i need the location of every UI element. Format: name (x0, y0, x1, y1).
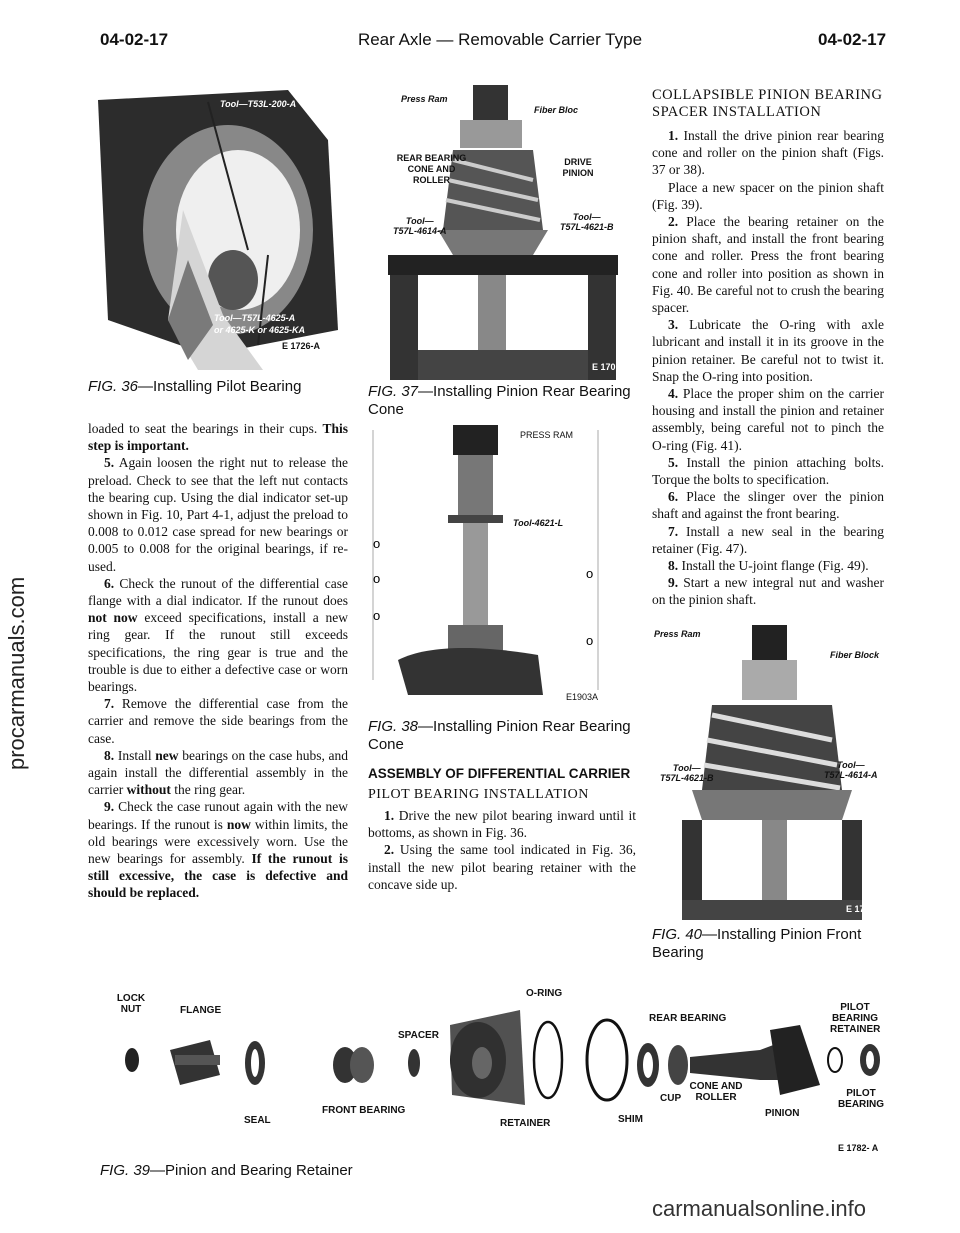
fig37-label-fiber-block: Fiber Bloc (534, 105, 579, 115)
step-7: 7. Install a new seal in the bearing retainer (Fig. 47). (652, 523, 884, 556)
page-number-right: 04-02-17 (818, 30, 887, 49)
fig37-caption: FIG. 37—Installing Pinion Rear Bearing Cone (368, 383, 631, 418)
step-9: 9. Check the case runout again with the new bearings. If the runout is now within limits, the old bearings were excessively worn. Use the new bearings for assembly. If the runout is still excessive, the case is defective and should be replaced. (88, 799, 348, 901)
fig37-label-tool-a: Tool— T57L-4614-A (393, 216, 447, 236)
fig36-label-tool-top: Tool—T53L-200-A (220, 99, 297, 109)
column-3-text (652, 87, 884, 609)
fig37-label-press-ram: Press Ram (401, 94, 448, 104)
step-2: 2. Using the same tool indicated in Fig. 36, install the new pilot bearing retainer with the concave side up. (368, 842, 637, 892)
fig36-label-code: E 1726-A (282, 341, 321, 351)
fig39-label-pilot-bearing: PILOT BEARING (837, 1088, 885, 1110)
fig40-label-tool-b: Tool— T57L-4614-A (824, 760, 878, 780)
fig40-label-tool-a: Tool— T57L-4621-B (660, 763, 714, 783)
fig36-number: 36 (121, 378, 139, 395)
step-1: 1. Drive the new pilot bearing inward until it bottoms, as shown in Fig. 36. (368, 808, 637, 841)
step-8: 8. Install the U-joint flange (Fig. 49). (668, 558, 869, 574)
fig38-label-press-ram: PRESS RAM (520, 430, 574, 440)
page-title: Rear Axle — Removable Carrier Type (357, 30, 643, 49)
fig39-label-pilot-bearing-retainer: PILOT BEARING RETAINER (830, 1002, 881, 1035)
step-6: 6. Check the runout of the differential case flange with a dial indicator. If the runout does not now exceed specifications, install a new ring gear. If the runout still exceeds specifications, the ring gear is true and the trouble is due to either a defective case or worn bearings. (88, 575, 348, 695)
step-4: 4. Place the proper shim on the carrier housing and install the pinion and retainer assembly, being careful not to pinch the O-ring (Fig. 41). (652, 386, 885, 453)
fig39-label-cone-roller: CONE AND ROLLER (689, 1081, 743, 1103)
step-5: 5. Again loosen the right nut to release the preload. Check to see that the left nut contacts the bearing cup. Using the dial indicator set-up shown in Fig. 10, Part 4-1, adjust the preload to 0.008 to 0.012 case spread for new bearings or 0.005 to 0.008 for the original bearings, if re-used. (88, 455, 348, 574)
fig37-label-rear-bearing: REAR BEARING CONE AND ROLLER (396, 153, 467, 185)
fig36-caption: FIG. 36—Installing Pilot Bearing (88, 378, 302, 395)
fig40-label-press-ram: Press Ram (654, 629, 701, 639)
svg-text:o: o (373, 571, 381, 586)
step-3: 3. Lubricate the O-ring with axle lubricant and install it in its groove in the pinion retainer. Be careful not to twist it. Snap the O-ring into position. (652, 317, 884, 384)
fig38-label-tool: Tool-4621-L (513, 518, 564, 528)
subsection-heading: PILOT BEARING INSTALLATION (368, 787, 589, 802)
fig40-label-code: E 1712-A (846, 904, 885, 914)
section-heading: ASSEMBLY OF DIFFERENTIAL CARRIER (368, 766, 631, 781)
svg-text:o: o (586, 566, 594, 581)
fig38-caption: FIG. 38—Installing Pinion Rear Bearing Cone (368, 718, 631, 753)
fig39-number: 39 (133, 1162, 151, 1179)
step-5: 5. Install the pinion attaching bolts. Torque the bolts to specification. (652, 454, 884, 488)
step-2: 2. Place the bearing retainer on the pinion shaft, and install the front bearing cone and roller. Press the front bearing cone and roller into position as shown in Fig. 40. Be careful not to crush the bearing spacer. (652, 214, 884, 316)
fig39-label-flange: FLANGE (180, 1005, 222, 1016)
fig38-label-code: E1903A (566, 692, 599, 702)
svg-text:o: o (586, 633, 594, 648)
fig39-label-lock-nut: LOCK NUT (116, 993, 146, 1015)
step-1b: Place a new spacer on the pinion shaft (Fig. 39). (652, 179, 884, 212)
fig37-label-tool-b: Tool— T57L-4621-B (560, 212, 614, 232)
step-6: 6. Place the slinger over the pinion shaft and against the front bearing. (652, 489, 885, 522)
fig39-label-pinion: PINION (765, 1108, 800, 1119)
fig40-number: 40 (685, 926, 703, 943)
step-8: 8. Install new bearings on the case hubs, and again install the differential assembly in the carrier without the ring gear. (88, 747, 349, 798)
fig37-label-code: E 1701-A (592, 362, 631, 372)
column-2-text (368, 766, 636, 893)
bottom-watermark: carmanualsonline.info (652, 1196, 867, 1221)
fig36-label-tool-bottom-2: or 4625-K or 4625-KA (214, 325, 306, 335)
fig39-label-front-bearing: FRONT BEARING (322, 1105, 406, 1116)
fig39-label-spacer: SPACER (398, 1030, 439, 1041)
fig40-label-fiber-block: Fiber Block (830, 650, 880, 660)
fig39-label-rear-bearing: REAR BEARING (649, 1013, 727, 1024)
fig37-label-drive-pinion: DRIVE PINION (562, 157, 594, 178)
subsection-heading: COLLAPSIBLE PINION BEARING SPACER INSTALLATION (652, 87, 883, 120)
fig39-label-code: E 1782- A (838, 1143, 879, 1153)
column-1-text (88, 420, 348, 902)
page-number-left: 04-02-17 (100, 30, 169, 49)
fig36-label-tool-bottom-1: Tool—T57L-4625-A (214, 313, 296, 323)
step-9: 9. Start a new integral nut and washer on the pinion shaft. (652, 575, 885, 608)
fig39-label-retainer: RETAINER (500, 1118, 551, 1129)
fig39-label-o-ring: O-RING (526, 988, 563, 999)
fig40-caption: FIG. 40—Installing Pinion Front Bearing (652, 926, 862, 961)
fig37-number: 37 (401, 383, 419, 400)
fig39-label-seal: SEAL (244, 1115, 271, 1126)
side-watermark: procarmanuals.com (4, 576, 29, 770)
fig39-label-cup: CUP (660, 1093, 682, 1104)
fig39-caption: FIG. 39—Pinion and Bearing Retainer (100, 1162, 353, 1179)
svg-text:o: o (373, 536, 381, 551)
step-7: 7. Remove the differential case from the carrier and remove the side bearings from the case. (88, 696, 349, 746)
fig38-photo (368, 420, 618, 705)
step-1: 1. Install the drive pinion rear bearing cone and roller on the pinion shaft (Figs. 37 or 38). (652, 128, 884, 178)
paragraph: loaded to seat the bearings in their cups. This step is important. (88, 421, 349, 454)
fig39-label-shim: SHIM (618, 1114, 643, 1125)
fig38-number: 38 (401, 718, 419, 735)
svg-text:o: o (373, 608, 381, 623)
